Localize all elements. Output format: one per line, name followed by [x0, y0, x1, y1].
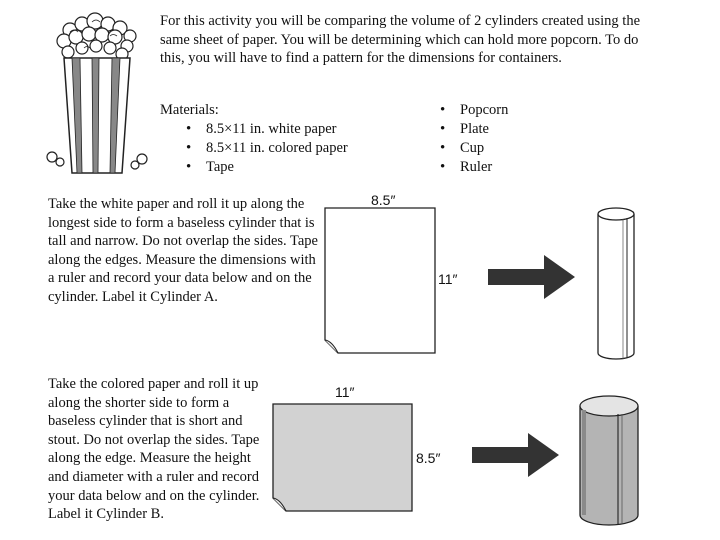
list-item: • Ruler: [436, 158, 508, 177]
list-item: • Plate: [436, 120, 508, 139]
list-item: • 8.5×11 in. colored paper: [182, 139, 348, 158]
arrow-right-icon: [472, 430, 562, 480]
intro-paragraph: For this activity you will be comparing the volume of 2 cylinders created using the same sheet of paper. You will be determining which can hold more popcorn. To do this, you will have to find a pattern for the dimensions for containers.: [160, 13, 641, 67]
cylinder-a-height-label: 11″: [438, 271, 458, 287]
list-item: • Cup: [436, 139, 508, 158]
list-item: • Tape: [182, 158, 348, 177]
list-item: • Popcorn: [436, 101, 508, 120]
cylinder-b-width-label: 11″: [335, 384, 355, 400]
materials-list-left: [182, 120, 348, 177]
arrow-right-icon: [488, 252, 578, 302]
cylinder-b-height-label: 8.5″: [416, 450, 441, 466]
cylinder-a-instructions: Take the white paper and roll it up along the longest side to form a baseless cylinder that is tall and narrow. Do not overlap the sides. Tape along the edges. Measure the dimensions with a ruler and record your data below and on the cylinder. Label it Cylinder A.: [48, 196, 318, 305]
popcorn-box-illustration: [40, 8, 155, 178]
cylinder-b-short: [574, 390, 644, 535]
cylinder-a-tall: [592, 202, 642, 367]
list-item: • 8.5×11 in. white paper: [182, 120, 348, 139]
colored-paper-sheet: [270, 401, 415, 514]
materials-heading: Materials:: [160, 102, 219, 118]
cylinder-b-instructions: Take the colored paper and roll it up along the shorter side to form a baseless cylinder that is short and stout. Do not overlap the sides. Tape along the edge. Measure the height and diameter with a ruler and record your data below and on the cylinder. Label it Cylinder B.: [48, 376, 260, 523]
materials-list-right: [436, 101, 508, 177]
white-paper-sheet: [322, 205, 440, 357]
cylinder-a-width-label: 8.5″: [371, 192, 396, 208]
